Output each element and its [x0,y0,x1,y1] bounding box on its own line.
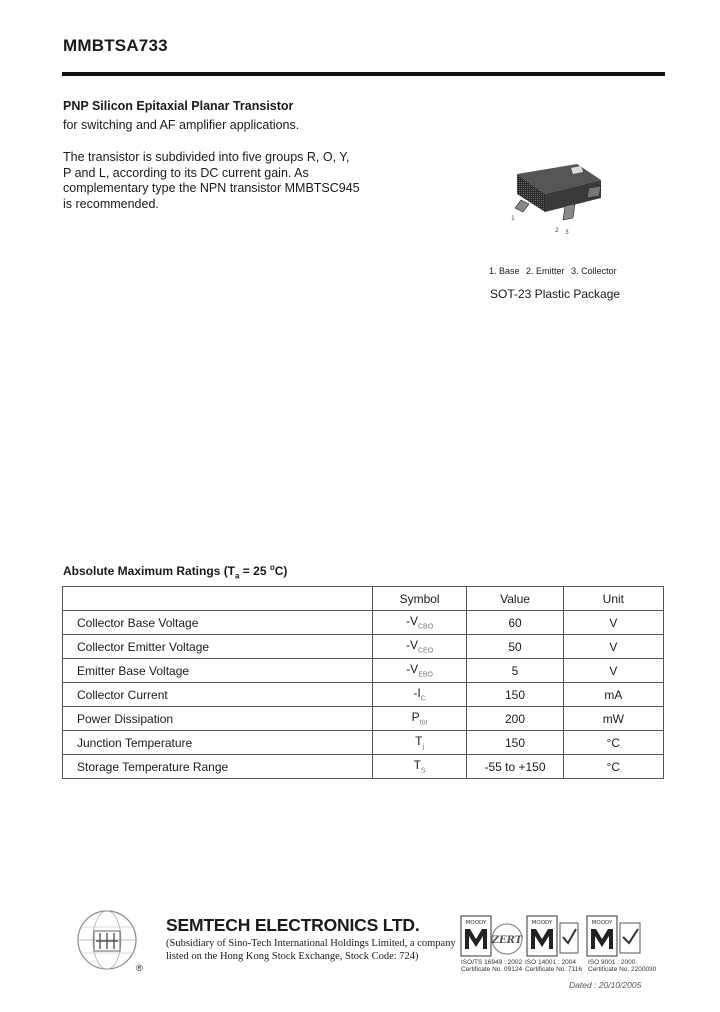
symbol-sub: tot [419,719,428,727]
header-unit: Unit [563,587,663,611]
device-description [63,150,373,212]
symbol-cell [372,755,466,779]
ratings-title [63,563,287,580]
symbol-cell [372,731,466,755]
symbol-base: -V [406,662,419,677]
pin-label: 3. Collector [571,266,617,276]
parameter-cell: Power Dissipation [63,707,373,731]
symbol-sub: CBO [418,623,434,631]
ratings-table [62,586,664,779]
pin-number-label: 2 [555,227,559,234]
header-rule [62,72,665,76]
symbol-base: T [415,734,423,749]
cert-caption: ISO 9001 : 2000 [588,959,636,966]
cert-caption: Certificate No. 09124 [461,966,523,973]
symbol-base: -V [406,614,418,629]
symbol-base: P [411,710,420,725]
ratings-title-text: = 25 [239,564,270,578]
unit-cell: °C [563,731,663,755]
symbol-sub: CEO [418,647,434,655]
ratings-title-sub: a [235,571,240,581]
iso-9001-cert-icon [586,915,644,965]
parameter-cell: Storage Temperature Range [63,755,373,779]
symbol-base: -V [406,638,418,653]
symbol-cell [372,683,466,707]
description-line: P and L, according to its DC current gain. As [63,165,309,180]
description-line: The transistor is subdivided into five groups R, O, Y, [63,150,350,164]
symbol-sub: EBO [418,671,433,679]
ratings-title-text: C) [274,564,288,578]
value-cell: -55 to +150 [467,755,563,779]
pin-legend [489,266,621,276]
symbol-base: T [413,758,421,773]
device-heading: PNP Silicon Epitaxial Planar Transistor [63,99,294,113]
symbol-cell [372,635,466,659]
company-subtitle-line: (Subsidiary of Sino-Tech International Holdings Limited, a company [166,938,456,949]
unit-cell: V [563,635,663,659]
unit-cell: V [563,659,663,683]
value-cell: 200 [467,707,563,731]
value-cell: 50 [467,635,563,659]
company-name: SEMTECH ELECTRONICS LTD. [166,915,420,935]
parameter-cell: Collector Base Voltage [63,611,373,635]
cert-brand-text: MOODY [465,920,487,926]
package-name: SOT-23 Plastic Package [490,287,621,301]
unit-cell: °C [563,755,663,779]
symbol-cell [372,611,466,635]
value-cell: 150 [467,731,563,755]
pin-label: 2. Emitter [526,266,565,276]
table-header-row [63,587,664,611]
device-subtitle: for switching and AF amplifier applications. [63,118,300,132]
table-row [63,683,664,707]
unit-cell: mW [563,707,663,731]
header-value: Value [467,587,563,611]
dated-stamp: Dated : 20/10/2005 [569,980,642,990]
header-symbol: Symbol [372,587,466,611]
description-line: is recommended. [63,196,159,211]
semtech-globe-logo-icon [76,907,138,973]
table-row [63,731,664,755]
sot23-package-image [505,160,605,240]
cert-caption: ISO/TS 16949 : 2002 [461,959,523,966]
parameter-cell: Emitter Base Voltage [63,659,373,683]
registered-mark: ® [136,963,143,973]
symbol-cell [372,707,466,731]
value-cell: 150 [467,683,563,707]
table-row [63,707,664,731]
cert-brand-text: MOODY [531,920,553,926]
unit-cell: mA [563,683,663,707]
table-row [63,635,664,659]
parameter-cell: Junction Temperature [63,731,373,755]
pin-number-label: 1 [511,215,515,222]
description-line: complementary type the NPN transistor MMBTSC945 [63,181,360,196]
symbol-base: -I [413,686,421,701]
symbol-sub: j [422,743,425,751]
table-row [63,755,664,779]
header-parameter [63,587,373,611]
value-cell: 60 [467,611,563,635]
cert-caption: Certificate No. 2200030 [588,966,657,973]
svg-text:ZERT: ZERT [491,935,523,946]
symbol-sub: C [420,695,426,703]
company-subtitle-line: listed on the Hong Kong Stock Exchange, Stock Code: 724) [166,951,419,962]
pin-label: 1. Base [489,266,520,276]
cert-caption: Certificate No. 7116 [525,966,582,973]
table-row [63,659,664,683]
cert-caption: ISO 14001 : 2004 [525,959,576,966]
parameter-cell: Collector Emitter Voltage [63,635,373,659]
pin-number-label: 3 [565,229,569,236]
unit-cell: V [563,611,663,635]
parameter-cell: Collector Current [63,683,373,707]
part-number: MMBTSA733 [63,36,168,55]
ratings-title-text: Absolute Maximum Ratings (T [63,564,236,578]
iso-14001-cert-icon [526,915,580,965]
symbol-cell [372,659,466,683]
iso-ts16949-cert-icon [460,915,524,965]
table-row [63,611,664,635]
value-cell: 5 [467,659,563,683]
ratings-title-sup: o [269,563,275,572]
symbol-sub: S [420,767,426,775]
cert-brand-text: MOODY [591,920,613,926]
